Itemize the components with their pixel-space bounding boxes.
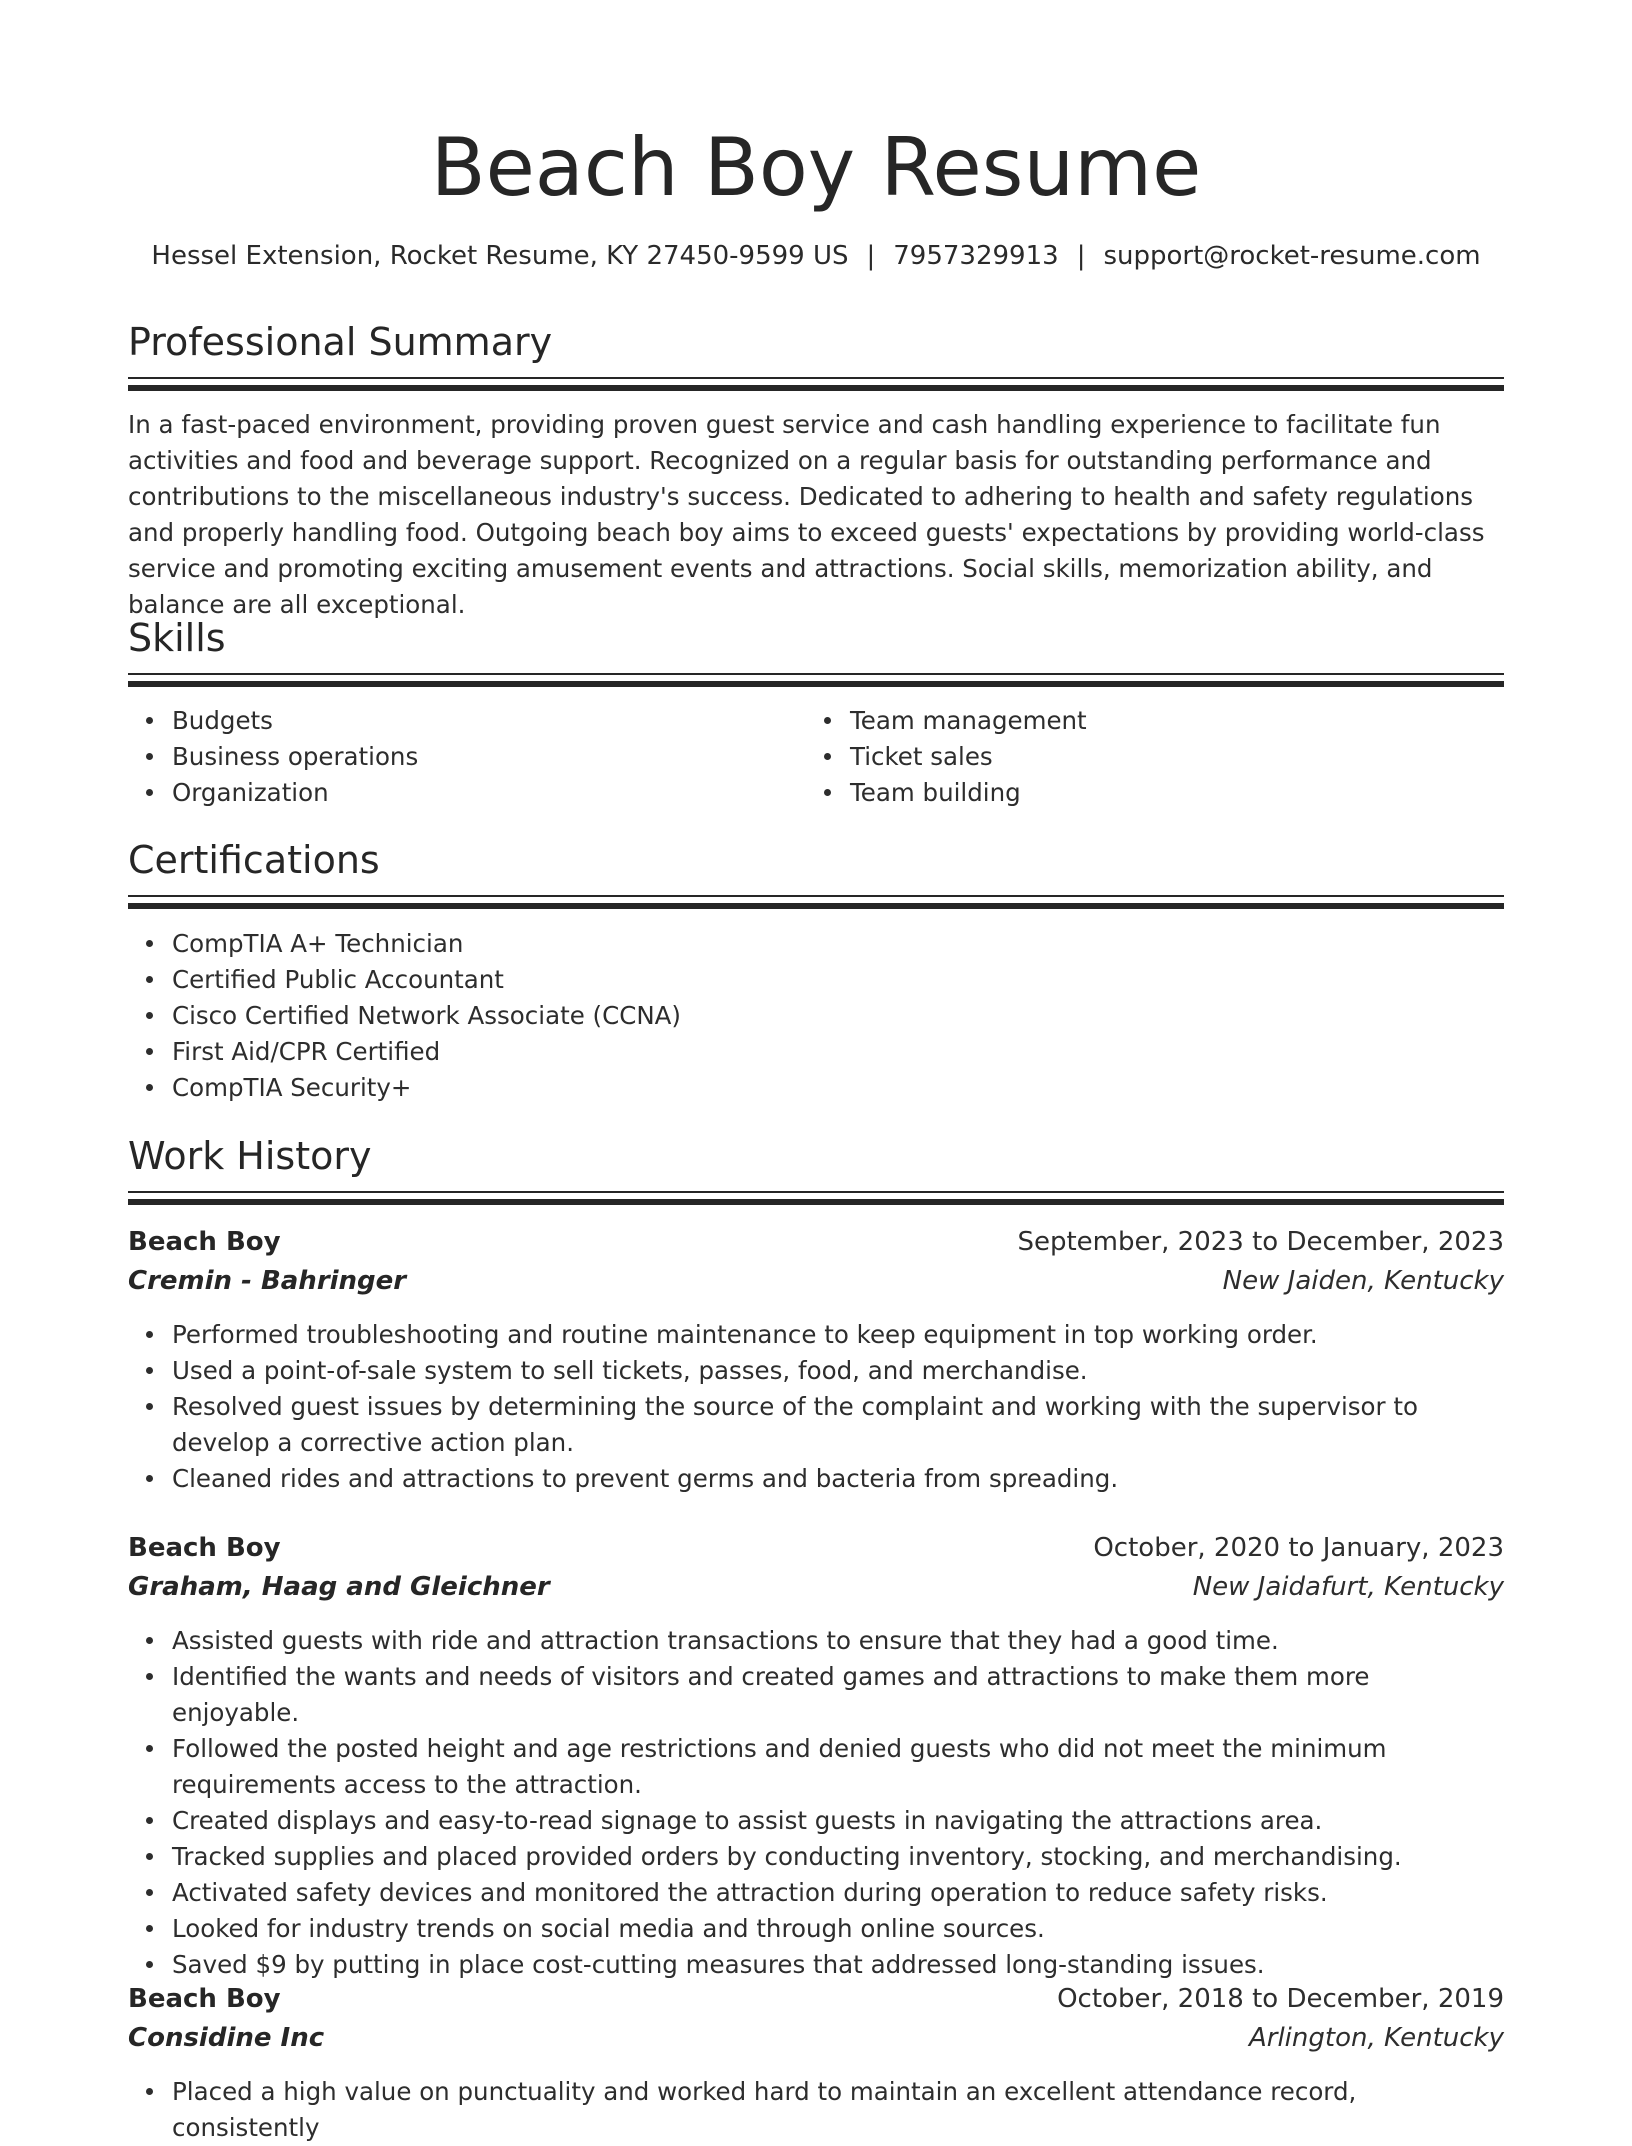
- skill-item: Organization: [172, 775, 418, 811]
- job-bullet: Placed a high value on punctuality and worked hard to maintain an excellent attendance record, consistently: [172, 2074, 1504, 2146]
- job-bullets: [128, 2074, 1504, 2146]
- job-bullet: Tracked supplies and placed provided orders by conducting inventory, stocking, and merchandising.: [172, 1839, 1504, 1875]
- contact-email: support@rocket-resume.com: [1103, 241, 1481, 271]
- job-bullet: Activated safety devices and monitored the attraction during operation to reduce safety risks.: [172, 1875, 1504, 1911]
- skills-list-left: [128, 703, 418, 811]
- contact-separator: |: [866, 241, 876, 271]
- contact-line: [0, 238, 1632, 274]
- certifications-heading: Certifications: [128, 838, 380, 882]
- job-company: Cremin - Bahringer: [128, 1266, 407, 1296]
- certifications-heading-block: [128, 836, 1504, 884]
- job-bullet: Looked for industry trends on social media and through online sources.: [172, 1911, 1504, 1947]
- job-bullets: [128, 1623, 1504, 1983]
- certifications-rule: [128, 895, 1504, 909]
- skills-heading: Skills: [128, 616, 226, 660]
- skill-item: Ticket sales: [850, 739, 1087, 775]
- job-title: Beach Boy: [128, 1984, 281, 2014]
- job-bullet: Followed the posted height and age restrictions and denied guests who did not meet the minimum requirements access to the attraction.: [172, 1731, 1504, 1803]
- certification-item: CompTIA A+ Technician: [172, 926, 681, 962]
- job-dates: October, 2020 to January, 2023: [1093, 1533, 1504, 1563]
- skills-rule: [128, 673, 1504, 687]
- certification-item: Certified Public Accountant: [172, 962, 681, 998]
- certification-item: Cisco Certified Network Associate (CCNA): [172, 998, 681, 1034]
- job-dates: September, 2023 to December, 2023: [1017, 1227, 1504, 1257]
- contact-address: Hessel Extension, Rocket Resume, KY 27450-9599 US: [151, 241, 849, 271]
- contact-separator: |: [1076, 241, 1086, 271]
- job-bullets: [128, 1317, 1504, 1497]
- certification-item: First Aid/CPR Certified: [172, 1034, 681, 1070]
- summary-rule: [128, 377, 1504, 391]
- job-bullet: Resolved guest issues by determining the source of the complaint and working with the supervisor to develop a corrective action plan.: [172, 1389, 1504, 1461]
- job-bullet: Identified the wants and needs of visitors and created games and attractions to make them more enjoyable.: [172, 1659, 1504, 1731]
- job-location: Arlington, Kentucky: [1248, 2023, 1504, 2053]
- job-company: Graham, Haag and Gleichner: [128, 1572, 550, 1602]
- skill-item: Budgets: [172, 703, 418, 739]
- summary-heading: Professional Summary: [128, 320, 553, 364]
- skill-item: Team management: [850, 703, 1087, 739]
- job-dates: October, 2018 to December, 2019: [1057, 1984, 1504, 2014]
- work-rule: [128, 1191, 1504, 1205]
- job-bullet: Cleaned rides and attractions to prevent germs and bacteria from spreading.: [172, 1461, 1504, 1497]
- summary-heading-block: [128, 318, 1504, 366]
- job-bullet: Saved $9 by putting in place cost-cutting measures that addressed long-standing issues.: [172, 1947, 1504, 1983]
- job-company: Considine Inc: [128, 2023, 325, 2053]
- skill-item: Business operations: [172, 739, 418, 775]
- work-heading-block: [128, 1132, 1504, 1180]
- contact-phone: 7957329913: [893, 241, 1059, 271]
- job-bullet: Created displays and easy-to-read signage to assist guests in navigating the attractions area.: [172, 1803, 1504, 1839]
- certifications-list: [128, 926, 681, 1106]
- job-location: New Jaiden, Kentucky: [1222, 1266, 1504, 1296]
- job-bullet: Assisted guests with ride and attraction transactions to ensure that they had a good time.: [172, 1623, 1504, 1659]
- summary-text: In a fast-paced environment, providing proven guest service and cash handling experience to facilitate fun activities and food and beverage support. Recognized on a regular basis for outstanding performance and contributions to the miscellaneous industry's success. Dedicated to adhering to health and safety regulations and properly handling food. Outgoing beach boy aims to exceed guests' expectations by providing world-class service and promoting exciting amusement events and attractions. Social skills, memorization ability, and balance are all exceptional.: [128, 410, 1485, 619]
- certification-item: CompTIA Security+: [172, 1070, 681, 1106]
- job-location: New Jaidafurt, Kentucky: [1192, 1572, 1504, 1602]
- job-title: Beach Boy: [128, 1533, 281, 1563]
- job-title: Beach Boy: [128, 1227, 281, 1257]
- work-heading: Work History: [128, 1134, 372, 1178]
- skill-item: Team building: [850, 775, 1087, 811]
- resume-title: Beach Boy Resume: [430, 121, 1202, 214]
- skills-heading-block: [128, 614, 1504, 662]
- skills-list-right: [806, 703, 1087, 811]
- job-bullet: Used a point-of-sale system to sell tickets, passes, food, and merchandise.: [172, 1353, 1504, 1389]
- job-bullet: Performed troubleshooting and routine maintenance to keep equipment in top working order.: [172, 1317, 1504, 1353]
